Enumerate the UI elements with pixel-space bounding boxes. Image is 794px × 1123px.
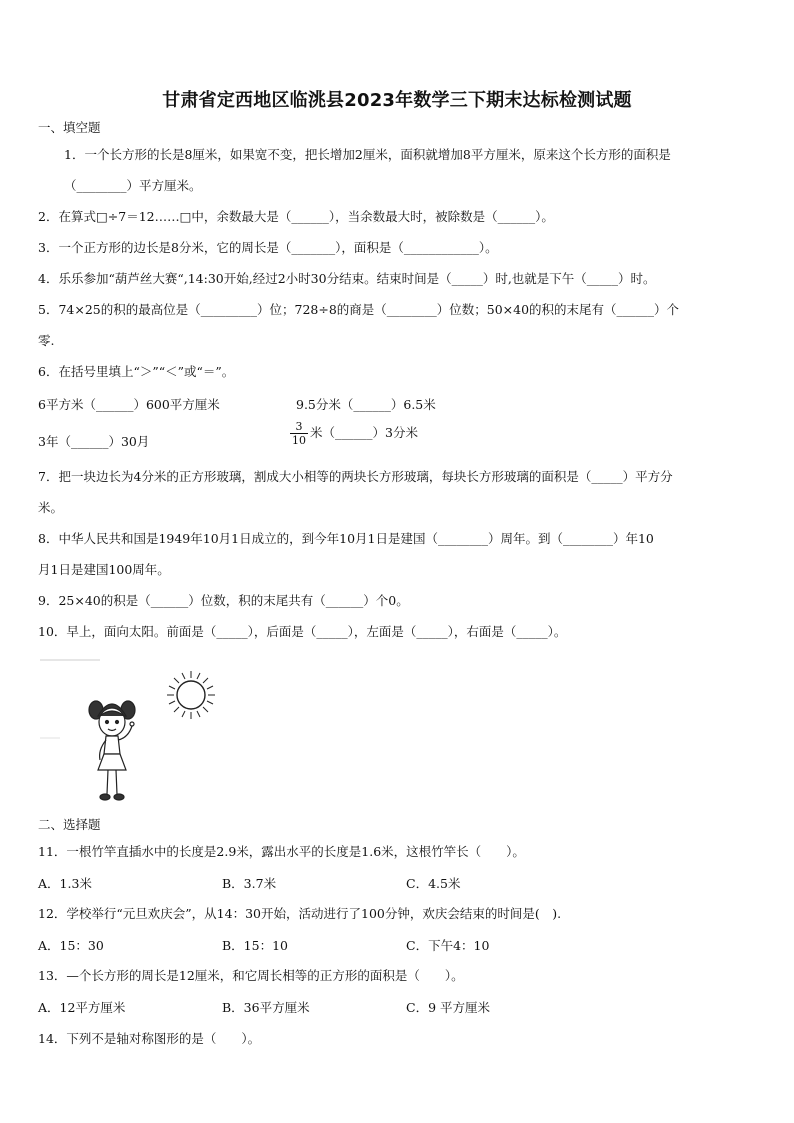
question-13-option-a: A．12平方厘米 xyxy=(38,1000,126,1015)
page-title: 甘肃省定西地区临洮县2023年数学三下期末达标检测试题 xyxy=(162,90,632,111)
girl-and-sun-illustration xyxy=(40,658,240,808)
question-6-compare-3: 3年（______）30月 xyxy=(38,434,150,449)
fraction xyxy=(290,420,308,447)
question-6-compare-4 xyxy=(290,420,418,447)
question-8-line-2: 月1日是建国100周年。 xyxy=(38,562,170,577)
question-2: 2．在算式□÷7＝12……□中，余数最大是（______），当余数最大时，被除数是（______）。 xyxy=(38,209,554,224)
question-8-line-1: 8．中华人民共和国是1949年10月1日成立的，到今年10月1日是建国（________）周年。到（________）年10 xyxy=(38,531,654,546)
question-6-compare-4-text: 米（______）3分米 xyxy=(310,425,418,440)
question-11: 11．一根竹竿直插水中的长度是2.9米，露出水平的长度是1.6米，这根竹竿长（ ）。 xyxy=(38,844,525,859)
sun-icon xyxy=(167,671,215,719)
question-12-option-c: C．下午4：10 xyxy=(406,938,490,953)
question-5-line-1: 5．74×25的积的最高位是（_________）位；728÷8的商是（________）位数；50×40的积的末尾有（______）个 xyxy=(38,302,680,317)
question-13-option-b: B．36平方厘米 xyxy=(222,1000,310,1015)
question-14: 14．下列不是轴对称图形的是（ ）。 xyxy=(38,1031,261,1046)
fraction-numerator: 3 xyxy=(295,420,303,433)
question-11-option-c: C．4.5米 xyxy=(406,876,461,891)
girl-icon xyxy=(89,701,135,800)
question-9: 9．25×40的积是（______）位数，积的末尾共有（______）个0。 xyxy=(38,593,409,608)
question-1-line-1: 1．一个长方形的长是8厘米，如果宽不变，把长增加2厘米，面积就增加8平方厘米，原来这个长方形的面积是 xyxy=(64,147,671,162)
section-heading-fill-blank: 一、填空题 xyxy=(38,120,101,135)
question-3: 3．一个正方形的边长是8分米，它的周长是（_______），面积是（____________）。 xyxy=(38,240,498,255)
question-13-option-c: C．9 平方厘米 xyxy=(406,1000,490,1015)
question-1-line-2: （________）平方厘米。 xyxy=(64,178,202,193)
question-12-option-b: B．15：10 xyxy=(222,938,288,953)
section-heading-multiple-choice: 二、选择题 xyxy=(38,817,101,832)
question-7-line-1: 7．把一块边长为4分米的正方形玻璃，割成大小相等的两块长方形玻璃，每块长方形玻璃的面积是（_____）平方分 xyxy=(38,469,673,484)
question-6-compare-1: 6平方米（______）600平方厘米 xyxy=(38,397,220,412)
question-12: 12．学校举行“元旦欢庆会”，从14：30开始，活动进行了100分钟，欢庆会结束的时间是( ). xyxy=(38,906,562,921)
question-13: 13．—个长方形的周长是12厘米，和它周长相等的正方形的面积是（ ）。 xyxy=(38,968,464,983)
question-7-line-2: 米。 xyxy=(38,500,64,515)
question-12-option-a: A．15：30 xyxy=(38,938,104,953)
question-11-option-b: B．3.7米 xyxy=(222,876,277,891)
question-6: 6．在括号里填上“＞”“＜”或“＝”。 xyxy=(38,364,235,379)
question-4: 4．乐乐参加“葫芦丝大赛“,14:30开始,经过2小时30分结束。结束时间是（_____）时,也就是下午（_____）时。 xyxy=(38,271,656,286)
question-5-line-2: 零. xyxy=(38,333,55,348)
question-10: 10．早上，面向太阳。前面是（_____），后面是（_____），左面是（_____），右面是（_____）。 xyxy=(38,624,567,639)
question-6-compare-2: 9.5分米（______）6.5米 xyxy=(296,397,436,412)
fraction-denominator: 10 xyxy=(292,434,306,447)
question-11-option-a: A．1.3米 xyxy=(38,876,92,891)
